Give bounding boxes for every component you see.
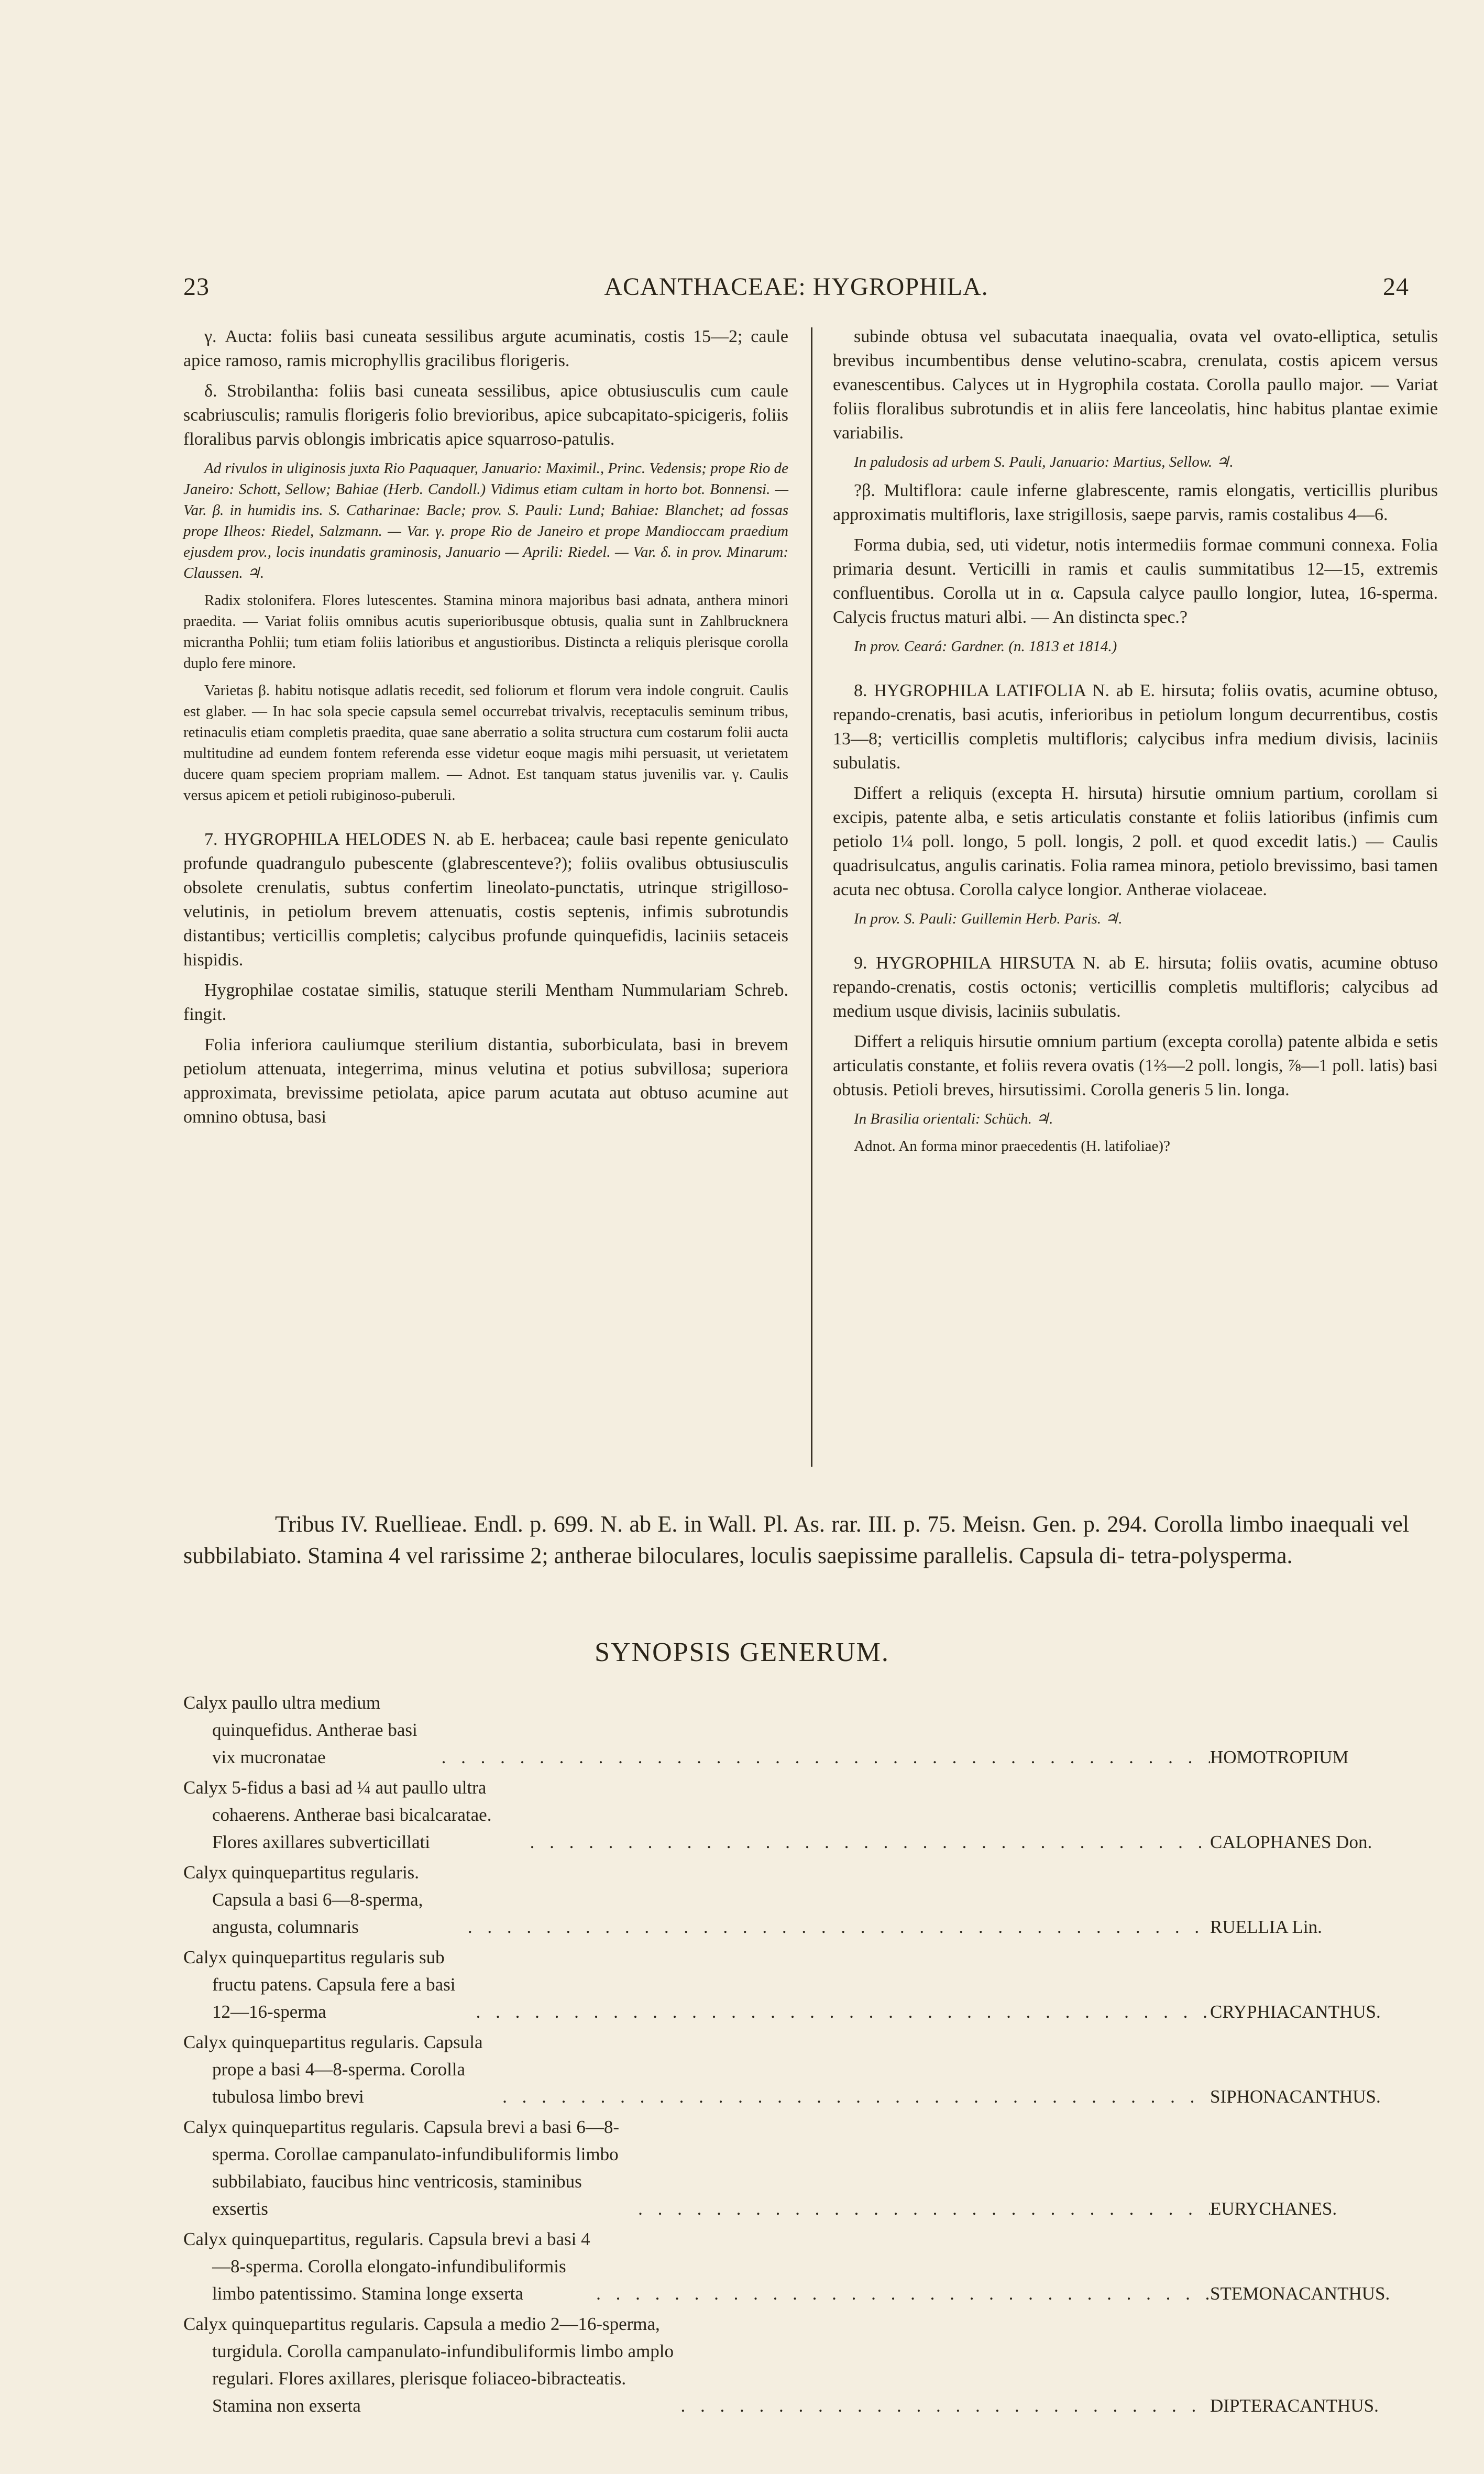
paragraph: Differt a reliquis (excepta H. hirsuta) hirsutie omnium partium, corollam si excipis, patente alba, e setis articulatis constante et foliis latioribus (infimis cum petiolo 1¼ poll. longo, 5 poll. longis, 2 poll. et quod excedit latis.) — Caulis quadrisulcatus, angulis carinatis. Folia ramea minora, petiolo brevissimo, basi tamen acuta nec obtusa. Corolla calyce longior. Antherae violaceae.: [833, 784, 1438, 899]
synopsis-entry: [183, 2311, 1409, 2420]
locality-paragraph: In prov. S. Pauli: Guillemin Herb. Paris. ♃.: [854, 910, 1123, 927]
paragraph: Varietas β. habitu notisque adlatis recedit, sed foliorum et florum vera indole congruit. Caulis est glaber. — In hac sola specie capsula semel occurrebat trivalvis, receptaculis seminum tribus, retinaculis etiam completis praedita, quae sane aberratio a solita structura cum costarum folii aucta multitudine ad eundem fontem referenda esse videtur eoque magis mihi persuasit, ut verietatem ducere quam speciem propriam mallem. — Adnot. Est tanquam status juvenilis var. γ. Caulis versus apicem et petioli rubiginoso-puberuli.: [183, 682, 788, 804]
synopsis-entry: [183, 2029, 1409, 2110]
locality-paragraph: Ad rivulos in uliginosis juxta Rio Paquaquer, Januario: Maximil., Princ. Vedensis; prope Rio de Janeiro: Schott, Sellow; Bahiae (Herb. Candoll.) Vidimus etiam cultam in horto bot. Bonnensi. — Var. β. in humidis ins. S. Catharinae: Bacle; prov. S. Pauli: Lund; Bahiae: Blanchet; ad fossas prope Ilheos: Riedel, Salzmann. — Var. γ. prope Rio de Janeiro et prope Mandioccam praedium ejusdem prov., locis inundatis graminosis, Januario — Aprili: Riedel. — Var. δ. in prov. Minarum: Claussen. ♃.: [183, 460, 788, 581]
synopsis-entry: [183, 2114, 1409, 2223]
page-number-left: 23: [183, 273, 210, 301]
paragraph: Radix stolonifera. Flores lutescentes. Stamina minora majoribus basi adnata, anthera minori praedita. — Variat foliis omnibus acutis superioribusque obtusis, qualia sunt in Zahlbrucknera micrantha Pohlii; tum etiam foliis latioribus et angustioribus. Distincta a reliquis plerisque corolla duplo fere minore.: [183, 592, 788, 672]
synopsis-entry: [183, 1774, 1409, 1856]
synopsis-entry: [183, 1689, 1409, 1771]
genus-name: SIPHONACANTHUS.: [1210, 2086, 1381, 2107]
dot-leader: [473, 1998, 1210, 2026]
paragraph: Differt a reliquis hirsutie omnium partium (excepta corolla) patente albida e setis articulatis constante, et foliis revera ovatis (1⅔—2 poll. longis, ⅞—1 poll. latis) basi obtusis. Petioli breves, hirsutissimi. Corolla generis 5 lin. longa.: [833, 1032, 1438, 1099]
dot-leader: [527, 1829, 1210, 1856]
synopsis-entry: [183, 1944, 1409, 2026]
synopsis-heading: SYNOPSIS GENERUM.: [595, 1637, 889, 1667]
synopsis-key-text: Calyx quinquepartitus regularis. Capsula a basi 6—8-sperma, angusta, columnaris: [183, 1862, 423, 1937]
genus-name: HOMOTROPIUM: [1210, 1747, 1349, 1767]
species-paragraph: 7. HYGROPHILA HELODES N. ab E. herbacea; caule basi repente geniculato profunde quadrangulo pubescente (glabrescenteve?); foliis ovalibus obtusiusculis obsolete crenulatis, subtus confertim lineolato-punctatis, utrinque strigilloso-velutinis, in petiolum brevem attenuatis, costis septenis, infimis subrotundis distantibus; verticillis completis; calycibus profunde quinquefidis, laciniis setaceis hispidis.: [183, 830, 788, 970]
page-number-right: 24: [1383, 273, 1409, 301]
dot-leader: [465, 1914, 1210, 1941]
synopsis-key-text: Calyx quinquepartitus regularis. Capsula prope a basi 4—8-sperma. Corolla tubulosa limbo brevi: [183, 2032, 483, 2107]
paragraph: γ. Aucta: foliis basi cuneata sessilibus argute acuminatis, costis 15—2; caule apice ramoso, ramis microphyllis gracilibus florigeris.: [183, 327, 788, 370]
paragraph: Adnot. An forma minor praecedentis (H. latifoliae)?: [854, 1138, 1170, 1154]
genus-name: DIPTERACANTHUS.: [1210, 2395, 1379, 2416]
dot-leader: [499, 2083, 1210, 2110]
dot-leader: [438, 1744, 1210, 1771]
synopsis-entry: [183, 1859, 1409, 1941]
synopsis-key-text: Calyx quinquepartitus regularis sub fructu patens. Capsula fere a basi 12—16-sperma: [183, 1947, 456, 2022]
synopsis-key-text: Calyx 5-fidus a basi ad ¼ aut paullo ultra cohaerens. Antherae basi bicalcaratae. Flores axillares subverticillati: [183, 1777, 492, 1852]
column-rule: [811, 327, 812, 1467]
dot-leader: [593, 2280, 1210, 2307]
species-paragraph: 9. HYGROPHILA HIRSUTA N. ab E. hirsuta; foliis ovatis, acumine obtuso repando-crenatis, costis octonis; verticillis completis multifloris; calycibus ad medium usque divisis, laciniis subulatis.: [833, 953, 1438, 1021]
species-paragraph: 8. HYGROPHILA LATIFOLIA N. ab E. hirsuta; foliis ovatis, acumine obtuso, repando-crenatis, basi acutis, inferioribus in petiolum longum decurrentibus, costis 13—8; verticillis completis multifloris; calycibus infra medium divisis, laciniis subulatis.: [833, 681, 1438, 773]
paragraph: subinde obtusa vel subacutata inaequalia, ovata vel ovato-elliptica, setulis brevibus incumbentibus dense velutino-scabra, crenulata, costis apicem versus evanescentibus. Calyces ut in Hygrophila costata. Corolla paullo major. — Variat foliis floralibus subrotundis et in aliis fere lanceolatis, hinc habitus plantae eximie variabilis.: [833, 327, 1438, 443]
paragraph: δ. Strobilantha: foliis basi cuneata sessilibus, apice obtusiusculis cum caule scabriusculis; ramulis florigeris folio brevioribus, apice subcapitato-spicigeris, foliis floralibus parvis oblongis imbricatis apice squarroso-patulis.: [183, 381, 788, 449]
synopsis-key-text: Calyx paullo ultra medium quinquefidus. Antherae basi vix mucronatae: [183, 1692, 417, 1767]
paragraph: Hygrophilae costatae similis, statuque sterili Mentham Nummulariam Schreb. fingit.: [183, 981, 788, 1024]
paragraph: ?β. Multiflora: caule inferne glabrescente, ramis elongatis, verticillis pluribus approximatis multifloris, laxe strigillosis, saepe parvis, ramis costalibus 4—6.: [833, 481, 1438, 524]
synopsis-key-text: Calyx quinquepartitus regularis. Capsula brevi a basi 6—8-sperma. Corollae campanulato-infundibuliformis limbo subbilabiato, faucibus hinc ventricosis, staminibus exsertis: [183, 2117, 620, 2219]
genus-name: STEMONACANTHUS.: [1210, 2283, 1390, 2304]
locality-paragraph: In Brasilia orientali: Schüch. ♃.: [854, 1110, 1053, 1127]
dot-leader: [678, 2392, 1211, 2420]
left-column: [183, 325, 788, 1136]
synopsis-generum: [183, 1689, 1409, 2423]
running-header: [183, 272, 1409, 309]
running-title: ACANTHACEAE: HYGROPHILA.: [604, 273, 988, 301]
locality-paragraph: In paludosis ad urbem S. Pauli, Januario: Martius, Sellow. ♃.: [854, 454, 1234, 470]
paragraph: Forma dubia, sed, uti videtur, notis intermediis formae communi connexa. Folia primaria desunt. Verticilli in ramis et caulis summitatibus 12—15, extremis confluentibus. Corolla ut in α. Capsula calyce paullo longior, lutea, 16-sperma. Calycis fructus maturi albi. — An distincta spec.?: [833, 535, 1438, 627]
synopsis-key-text: Calyx quinquepartitus regularis. Capsula a medio 2—16-sperma, turgidula. Corolla campanulato-infundibuliformis limbo amplo regulari. Flores axillares, plerisque foliaceo-bibracteatis. Stamina non exserta: [183, 2314, 674, 2416]
genus-name: RUELLIA Lin.: [1210, 1917, 1322, 1937]
genus-name: EURYCHANES.: [1210, 2198, 1337, 2219]
genus-name: CRYPHIACANTHUS.: [1210, 2002, 1381, 2022]
tribe-description: Tribus IV. Ruellieae. Endl. p. 699. N. ab E. in Wall. Pl. As. rar. III. p. 75. Meisn. Gen. p. 294. Corolla limbo inaequali vel subbilabiato. Stamina 4 vel rarissime 2; antherae biloculares, loculis saepissime parallelis. Capsula di- tetra-polysperma.: [183, 1511, 1409, 1568]
genus-name: CALOPHANES Don.: [1210, 1832, 1372, 1852]
synopsis-key-text: Calyx quinquepartitus, regularis. Capsula brevi a basi 4—8-sperma. Corolla elongato-infundibuliformis limbo patentissimo. Stamina longe exserta: [183, 2229, 590, 2304]
synopsis-entry: [183, 2226, 1409, 2307]
locality-paragraph: In prov. Ceará: Gardner. (n. 1813 et 1814.): [854, 638, 1117, 655]
right-column: [833, 325, 1438, 1163]
dot-leader: [635, 2195, 1210, 2223]
paragraph: Folia inferiora cauliumque sterilium distantia, suborbiculata, basi in brevem petiolum attenuata, integerrima, minus velutina et potius subvillosa; superiora approximata, brevissime petiolata, apice parum acutata aut obtuso acumine aut omnino obtusa, basi: [183, 1035, 788, 1127]
